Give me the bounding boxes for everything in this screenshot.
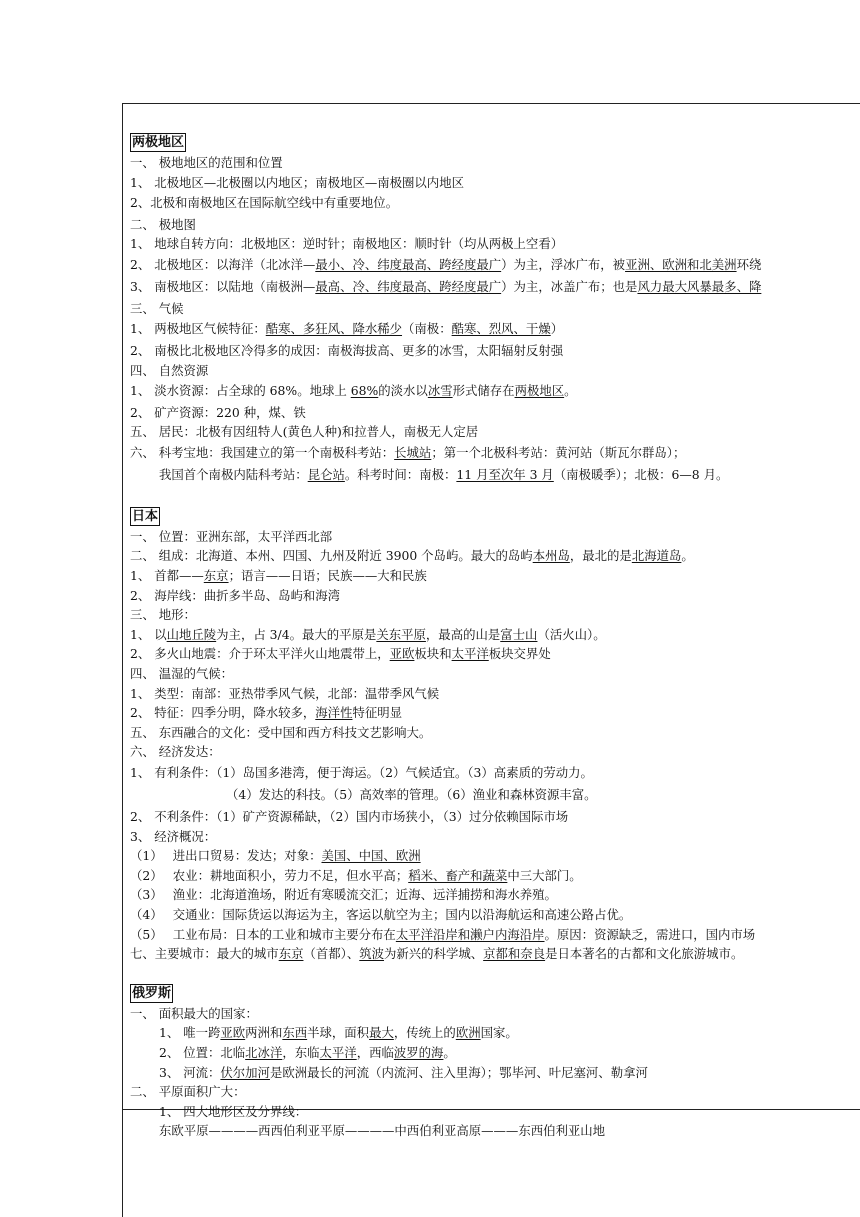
- text-segment: 为新兴的科学城、: [384, 946, 484, 962]
- text-segment: 1、 有利条件：（1）岛国多港湾，便于海运。（2）气候适宜。（3）高素质的劳动力。: [130, 764, 593, 780]
- text-segment: 。: [443, 1044, 456, 1060]
- text-line: [130, 1004, 860, 1024]
- underlined-key-term: 昆仑站: [307, 467, 345, 483]
- russia-section: [130, 982, 860, 1141]
- text-line: [130, 341, 860, 361]
- text-segment: 一、 极地地区的范围和位置: [130, 155, 283, 170]
- text-segment: （活火山）。: [537, 626, 606, 642]
- text-segment: 六、 科考宝地：我国建立的第一个南极科考站：: [130, 444, 395, 460]
- underlined-key-term: 亚欧: [389, 646, 415, 662]
- text-segment: （南极暖季）；北极：6—8 月。: [553, 467, 729, 483]
- text-segment: 1、 地球自转方向：北极地区：逆时针；南极地区：顺时针（均从两极上空看）: [130, 236, 564, 252]
- text-segment: 。: [564, 383, 577, 399]
- section-heading: 日本: [132, 508, 159, 524]
- text-line: [130, 1102, 860, 1122]
- section-gap: [130, 487, 860, 505]
- text-segment: 特征明显: [352, 705, 403, 721]
- japan-section: [130, 505, 860, 964]
- text-line: [130, 1043, 860, 1063]
- text-segment: ，最北的是: [569, 548, 632, 564]
- underlined-key-term: 最高、冷、纬度最高、跨经度最广: [315, 279, 502, 295]
- underlined-key-term: 京都和奈良: [483, 946, 546, 962]
- underlined-key-term: 酷寒、烈风、干燥: [451, 321, 551, 337]
- text-segment: （首都）、: [303, 946, 360, 962]
- text-segment: 一、 位置：亚洲东部，太平洋西北部: [130, 528, 333, 544]
- section-gap: [130, 964, 860, 982]
- text-line: [130, 276, 860, 299]
- text-segment: ；第一个北极科考站：黄河站（斯瓦尔群岛）；: [431, 444, 686, 460]
- text-segment: ，最高的山是: [425, 626, 501, 642]
- text-segment: （5） 工业布局：日本的工业和城市主要分布在: [130, 926, 396, 942]
- text-segment: 五、 居民：北极有因纽特人(黄色人种)和拉普人，南极无人定居: [130, 424, 479, 440]
- underlined-key-term: 风力最大风暴最多、降: [637, 279, 762, 295]
- text-line: [130, 885, 860, 905]
- text-segment: 是欧洲最长的河流（内流河、注入里海）；鄂毕河、叶尼塞河、勒拿河: [269, 1064, 648, 1080]
- text-segment: （2） 农业：耕地面积小，劳力不足，但水平高；: [130, 867, 409, 883]
- underlined-key-term: 东西: [282, 1025, 308, 1041]
- text-segment: 环绕: [736, 256, 762, 272]
- text-segment: 为主，占 3/4。最大的平原是: [216, 626, 377, 642]
- text-segment: 东欧平原————西西伯利亚平原————中西伯利亚高原———东西伯利亚山地: [159, 1123, 606, 1139]
- text-line: [130, 644, 860, 664]
- text-line: [130, 566, 860, 586]
- text-segment: 我国首个南极内陆科考站：: [159, 467, 308, 483]
- text-segment: 板块和: [414, 646, 452, 662]
- underlined-key-term: 最大: [369, 1025, 394, 1041]
- text-line: [130, 925, 860, 945]
- text-segment: ，西临: [356, 1044, 394, 1060]
- text-line: [130, 254, 860, 277]
- underlined-key-term: 亚欧: [220, 1025, 246, 1041]
- text-line: [130, 442, 860, 465]
- text-line: [130, 605, 860, 625]
- underlined-key-term: 长城站: [394, 444, 432, 460]
- underlined-key-term: 富士山: [500, 626, 538, 642]
- text-segment: 。科考时间：南极：: [344, 467, 457, 483]
- text-segment: 形式储存在: [452, 383, 515, 399]
- text-segment: 1、 唯一跨: [159, 1025, 221, 1041]
- underlined-key-term: 北海道岛: [631, 548, 682, 564]
- text-line: [130, 173, 860, 193]
- text-segment: ；语言——日语；民族——大和民族: [228, 568, 427, 584]
- text-segment: 。原因：资源缺乏，需进口，国内市场: [544, 926, 756, 942]
- underlined-key-term: 酷寒、多狂风、降水稀少: [265, 321, 403, 337]
- section-heading: 两极地区: [132, 135, 185, 150]
- text-line: [130, 742, 860, 762]
- text-segment: 2、 特征：四季分明，降水较多，: [130, 705, 316, 721]
- text-segment: 1、 类型：南部：亚热带季风气候，北部：温带季风气候: [130, 685, 440, 701]
- text-segment: 2、 北极地区：以海洋（北冰洋—: [130, 256, 316, 272]
- text-segment: （3） 渔业：北海道渔场，附近有寒暖流交汇；近海、远洋捕捞和海水养殖。: [130, 887, 557, 903]
- underlined-key-term: 最小、冷、纬度最高、跨经度最广: [315, 256, 502, 272]
- underlined-key-term: 关东平原: [376, 626, 426, 642]
- underlined-key-term: 欧洲: [455, 1025, 481, 1041]
- text-line: [130, 762, 860, 785]
- text-segment: 两洲和: [245, 1025, 283, 1041]
- text-line: [130, 1082, 860, 1102]
- text-line: [130, 361, 860, 381]
- underlined-key-term: 本州岛: [532, 548, 570, 564]
- text-line: [130, 703, 860, 723]
- text-segment: 板块交界处: [488, 646, 551, 662]
- text-segment: 3、 南极地区：以陆地（南极洲—: [130, 279, 316, 295]
- text-line: [130, 422, 860, 442]
- underlined-key-term: 稻米、畜产和蔬菜: [408, 867, 508, 883]
- text-segment: 2、 南极比北极地区冷得多的成因：南极海拔高、更多的冰雪，太阳辐射反射强: [130, 342, 564, 358]
- text-segment: 3、 经济概况：: [130, 828, 217, 844]
- text-line: [130, 153, 860, 173]
- underlined-key-term: 太平洋: [451, 646, 489, 662]
- text-segment: 2、 海岸线：曲折多半岛、岛屿和海湾: [130, 587, 341, 603]
- text-segment: 1、 北极地区—北极圈以内地区；南极地区—南极圈以内地区: [130, 174, 464, 190]
- text-segment: 是日本著名的古都和文化旅游城市。: [545, 946, 744, 962]
- underlined-key-term: 68%: [350, 383, 379, 399]
- text-line: [130, 625, 860, 645]
- text-line: [130, 1121, 860, 1141]
- text-line: [130, 684, 860, 704]
- text-segment: 。: [681, 548, 694, 564]
- text-segment: （南极：: [402, 321, 452, 337]
- text-segment: 3、 河流：: [159, 1064, 221, 1080]
- underlined-key-term: 两极地区: [514, 383, 565, 399]
- text-segment: 1、 四大地形区及分界线：: [159, 1103, 308, 1119]
- text-segment: 1、 两极地区气候特征：: [130, 321, 266, 337]
- text-segment: 二、 极地图: [130, 216, 196, 232]
- text-line: [130, 234, 860, 254]
- text-segment: 2、 矿产资源：220 种，煤、铁: [130, 404, 306, 420]
- text-segment: 的淡水以: [378, 383, 428, 399]
- text-line: [130, 723, 860, 743]
- text-segment: （1） 进出口贸易：发达；对象：: [130, 848, 322, 864]
- text-segment: 二、 平原面积广大：: [130, 1084, 246, 1100]
- underlined-key-term: 山地丘陵: [166, 626, 217, 642]
- text-line: [130, 664, 860, 684]
- text-segment: 三、 地形：: [130, 607, 196, 623]
- text-line: [130, 318, 860, 341]
- underlined-key-term: 太平洋沿岸和濑户内海沿岸: [395, 926, 545, 942]
- text-line: [130, 527, 860, 547]
- text-segment: 1、 以: [130, 626, 167, 642]
- text-segment: （4）发达的科技。（5）高效率的管理。（6）渔业和森林资源丰富。: [226, 787, 597, 803]
- text-segment: 2、北极和南极地区在国际航空线中有重要地位。: [130, 195, 399, 211]
- text-line: [130, 215, 860, 235]
- underlined-key-term: 东京: [278, 946, 304, 962]
- text-segment: 中三大部门。: [507, 867, 582, 883]
- underlined-key-term: 冰雪: [427, 383, 453, 399]
- text-line: [130, 586, 860, 606]
- text-segment: 半球，面积: [307, 1025, 370, 1041]
- text-segment: 四、 自然资源: [130, 362, 209, 378]
- text-segment: ）为主，冰盖广布；也是: [501, 279, 638, 295]
- text-segment: （4） 交通业：国际货运以海运为主，客运以航空为主；国内以沿海航运和高速公路占优。: [130, 906, 632, 922]
- text-segment: ）为主，浮冰广布，被: [501, 256, 626, 272]
- section-heading: 俄罗斯: [132, 985, 172, 1001]
- text-segment: 1、 淡水资源：占全球的 68%。地球上: [130, 383, 351, 399]
- underlined-key-term: 筑波: [359, 946, 385, 962]
- text-line: [130, 299, 860, 319]
- underlined-key-term: 北冰洋: [245, 1044, 283, 1060]
- text-line: [130, 905, 860, 925]
- text-line: [130, 827, 860, 847]
- text-segment: 六、 经济发达：: [130, 744, 221, 760]
- underlined-key-term: 亚洲、欧洲和北美洲: [625, 256, 737, 272]
- underlined-key-term: 海洋性: [315, 705, 353, 721]
- text-line: [130, 1063, 860, 1083]
- underlined-key-term: 太平洋: [319, 1044, 357, 1060]
- text-segment: 一、 面积最大的国家：: [130, 1005, 258, 1021]
- text-segment: ）: [550, 321, 564, 337]
- text-segment: ，传统上的: [393, 1025, 456, 1041]
- text-segment: 三、 气候: [130, 300, 184, 316]
- text-segment: 四、 温湿的气候：: [130, 666, 234, 681]
- underlined-key-term: 伏尔加河: [220, 1064, 270, 1080]
- text-segment: 五、 东西融合的文化：受中国和西方科技文艺影响大。: [130, 724, 432, 740]
- underlined-key-term: 东京: [203, 568, 229, 584]
- text-line: [130, 192, 860, 215]
- text-line: [130, 546, 860, 566]
- text-segment: 2、 位置：北临: [159, 1044, 246, 1060]
- underlined-key-term: 美国、中国、欧洲: [321, 848, 421, 864]
- text-segment: 国家。: [480, 1025, 518, 1041]
- document-body: [130, 131, 860, 1141]
- text-line: [130, 944, 860, 964]
- text-segment: ，东临: [282, 1044, 320, 1060]
- text-line: [130, 403, 860, 423]
- text-line: [130, 1023, 860, 1043]
- text-segment: 2、 不利条件：（1）矿产资源稀缺，（2）国内市场狭小，（3）过分依赖国际市场: [130, 808, 569, 824]
- text-line: [130, 784, 860, 807]
- polar-regions-section: [130, 131, 860, 487]
- text-line: [130, 866, 860, 886]
- text-segment: 二、 组成：北海道、本州、四国、九州及附近 3900 个岛屿。最大的岛屿: [130, 548, 533, 564]
- underlined-key-term: 11 月至次年 3 月: [456, 467, 554, 483]
- text-segment: 七、主要城市：最大的城市: [130, 946, 279, 962]
- text-line: [130, 464, 860, 487]
- text-line: [130, 380, 860, 403]
- text-line: [130, 846, 860, 866]
- underlined-key-term: 波罗的海: [393, 1044, 444, 1060]
- text-segment: 1、 首都——: [130, 568, 204, 584]
- text-line: [130, 807, 860, 827]
- text-segment: 2、 多火山地震：介于环太平洋火山地震带上，: [130, 646, 390, 662]
